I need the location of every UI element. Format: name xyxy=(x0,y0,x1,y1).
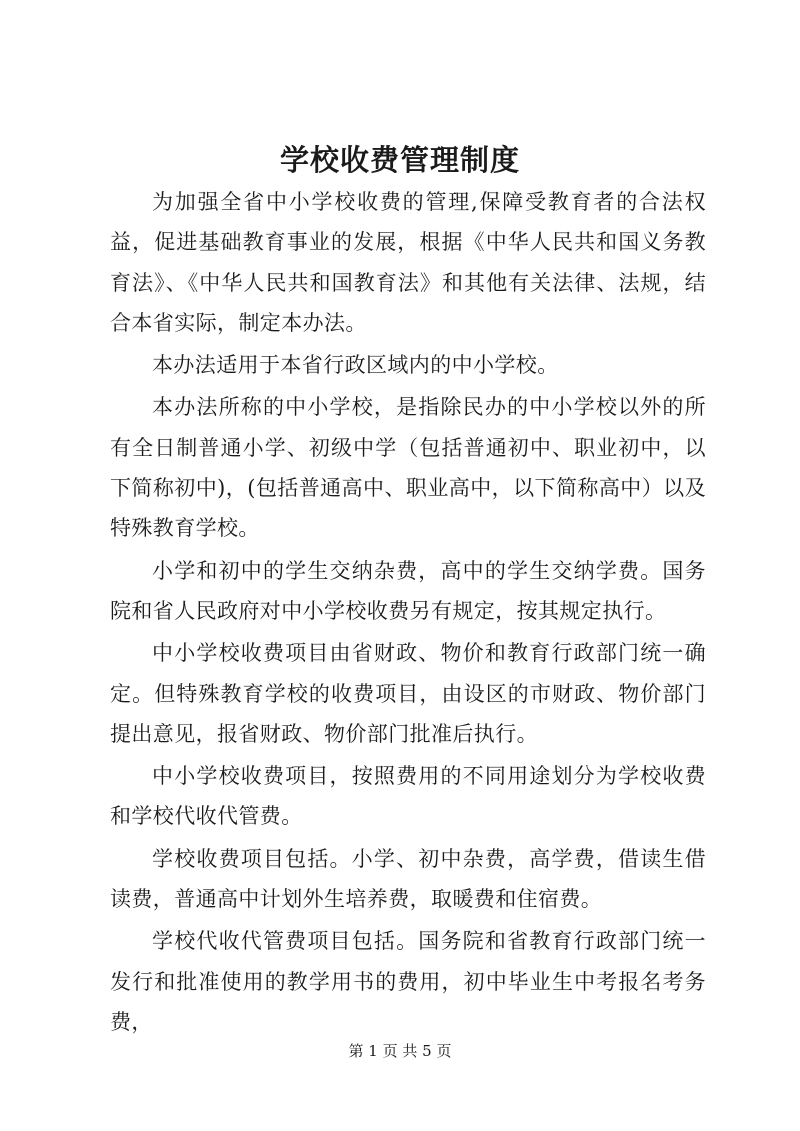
paragraph: 学校代收代管费项目包括。国务院和省教育行政部门统一发行和批准使用的教学用书的费用，初中毕业生中考报名考务费， xyxy=(110,929,706,1034)
document-body xyxy=(110,182,706,1044)
paragraph: 小学和初中的学生交纳杂费，高中的学生交纳学费。国务院和省人民政府对中小学校收费另有规定，按其规定执行。 xyxy=(110,558,706,623)
paragraph: 中小学校收费项目由省财政、物价和教育行政部门统一确定。但特殊教育学校的收费项目，由设区的市财政、物价部门提出意见，报省财政、物价部门批准后执行。 xyxy=(110,641,706,746)
paragraph: 中小学校收费项目，按照费用的不同用途划分为学校收费和学校代收代管费。 xyxy=(110,764,706,829)
paragraph: 本办法所称的中小学校，是指除民办的中小学校以外的所有全日制普通小学、初级中学（包括普通初中、职业初中，以下简称初中)，(包括普通高中、职业高中，以下简称高中）以及特殊教育学校。 xyxy=(110,395,706,541)
page-footer: 第 1 页 共 5 页 xyxy=(348,1042,452,1060)
paragraph: 为加强全省中小学校收费的管理,保障受教育者的合法权益，促进基础教育事业的发展，根据《中华人民共和国义务教育法》、《中华人民共和国教育法》和其他有关法律、法规，结合本省实际，制定本办法。 xyxy=(110,190,706,335)
page-title: 学校收费管理制度 xyxy=(279,143,520,177)
paragraph: 学校收费项目包括。小学、初中杂费，高学费，借读生借读费，普通高中计划外生培养费，取暖费和住宿费。 xyxy=(110,846,706,912)
paragraph: 本办法适用于本省行政区域内的中小学校。 xyxy=(152,353,559,378)
